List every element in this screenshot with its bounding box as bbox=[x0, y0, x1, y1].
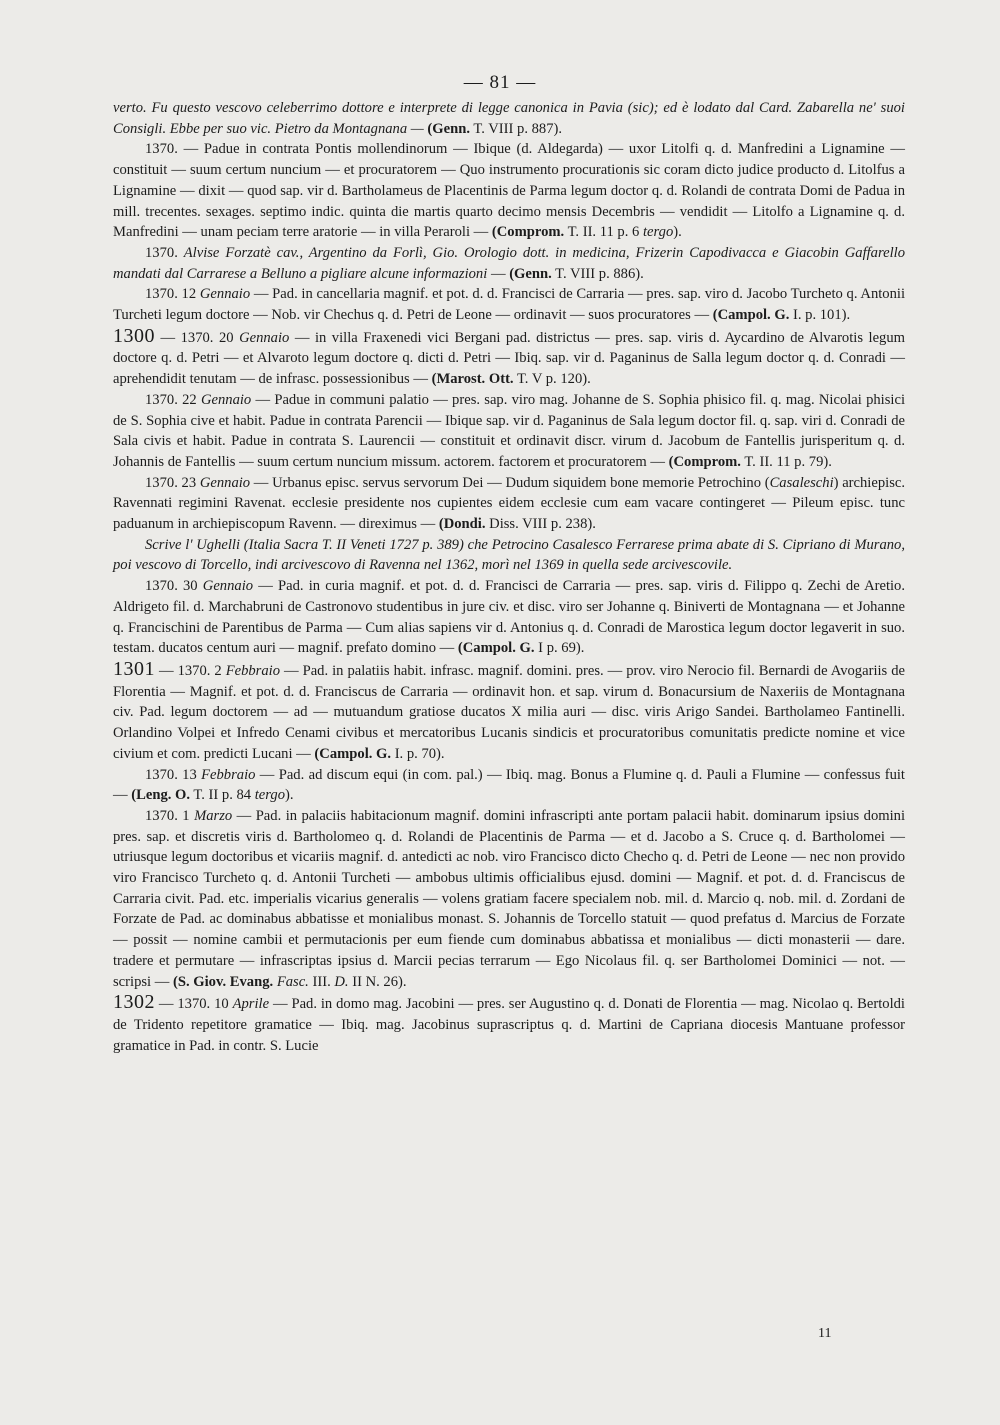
text-run: T. VIII p. 887). bbox=[470, 120, 563, 137]
italic-text: Gennaio bbox=[200, 391, 252, 408]
text-run: I. p. 101). bbox=[789, 307, 851, 324]
source-citation: (Campol. G. bbox=[314, 745, 392, 762]
sequence-number: 1301 bbox=[113, 657, 155, 680]
text-run: 1370. 22 bbox=[145, 391, 201, 408]
source-citation: (Dondi. bbox=[438, 516, 486, 533]
text-run: III. bbox=[308, 973, 335, 990]
italic-text: tergo bbox=[642, 224, 674, 241]
source-citation: (Campol. G. bbox=[457, 640, 535, 657]
italic-text: Febbraio bbox=[201, 766, 256, 783]
signature-mark: 11 bbox=[818, 1326, 832, 1341]
text-run: — bbox=[487, 265, 510, 282]
italic-text: Gennaio bbox=[199, 286, 251, 303]
source-citation: (Leng. O. bbox=[131, 787, 191, 804]
text-run: T. VIII p. 886). bbox=[551, 265, 644, 282]
paragraph bbox=[113, 284, 905, 325]
paragraph-numbered bbox=[113, 992, 905, 1056]
text-run: — 1370. 2 bbox=[155, 662, 226, 679]
italic-text: Gennaio bbox=[202, 578, 254, 595]
text-run: T. II p. 84 bbox=[190, 787, 255, 804]
source-citation: (Genn. bbox=[509, 265, 552, 282]
text-run: 1370. bbox=[145, 244, 184, 261]
text-run: II N. 26). bbox=[348, 973, 407, 990]
text-run: Diss. VIII p. 238). bbox=[485, 516, 596, 533]
paragraph bbox=[113, 139, 905, 243]
italic-text: Fasc. bbox=[276, 973, 309, 990]
source-citation: (Comprom. bbox=[491, 224, 565, 241]
text-run: — Pad. in palatiis habit. infrasc. magnif. domini. pres. — prov. viro Nerocio fil. Bernardi de Avogariis de Florentia — Magnif. et pot. d. d. Franciscus de Carraria — ordinavit hon. et sap. virum d. Bonacursium de Naxeriis de Montagnana civ. Pad. legum doctorem — ad — mutuandum gratiose ducatos X milia auri — disc. viris Arigo Sandei. Bartholameo Fantinelli. Orlandino Volpei et Infredo Cenami civibus et mercatoribus Lucanis sindicis et procuratoribus comunitatis predicte nomine et vice civium et com. predicti Lucani — bbox=[113, 662, 905, 762]
paragraph bbox=[113, 243, 905, 284]
italic-text: Alvise Forzatè cav., Argentino da Forlì, Gio. Orologio dott. in medicina, Frizerin Capodivacca e Giacobin Gaffarello mandati dal Carrarese a Belluno a pigliare alcune informazioni bbox=[113, 244, 905, 282]
text-run: — Pad. in palaciis habitacionum magnif. domini infrascripti ante portam palacii habit. dominarum ipsius domini pres. sap. et discretis viris d. Bartholomeo q. d. Rolandi de Placentinis de Parma — et d. Jacobo a S. Cruce q. d. Bartholomei — utriusque legum doctoribus et vicariis magnif. d. antedicti ac nob. viro Francisco dicto Checho q. d. Petri de Leone — nec non provido viro Francisco Turcheto q. d. Antonii Turcheti — ambobus ultimis officialibus ejusd. domini — Magnif. et pot. d. d. Franciscus de Carraria civit. Pad. etc. imperialis vicarius generalis — volens gratiam facere specialem nob. mil. d. Marcio q. nob. mil. d. Zordani de Forzate de Pad. ac dominabus abbatisse et monialibus monast. S. Johannis de Torcello statuit — quod prefatus d. Marcius de Forzate — possit — nomine cambii et permutacionis per eum fiende cum dominabus abbatissa et monialibus — dicti monasterii — dare. tradere et permutare — infrascriptas ipsius d. Marcii pecias terrarum — Ego Nicolaus fil. q. ser Bartholomei Dominici — not. — scripsi — bbox=[113, 807, 905, 990]
text-run: ). bbox=[673, 224, 682, 241]
italic-text: Scrive l' Ughelli (Italia Sacra T. II Veneti 1727 p. 389) che Petrocino Casalesco Ferrarese prima abate di S. Cipriano di Murano, poi vescovo di Torcello, indi arcivescovo di Ravenna nel 1362, morì nel 1369 in quella sede arcivescovile. bbox=[113, 536, 905, 574]
text-run: ) archiepisc. Ravennati regimini Ravenat. ecclesie presidente nos cupientes eidem ecclesie cum eam vacare contingeret — Pileum episc. tunc paduanum in archiepiscopum Ravenn. — direximus — bbox=[113, 474, 906, 533]
italic-text: Marzo bbox=[194, 807, 233, 824]
paragraph bbox=[113, 473, 905, 535]
text-run: — 1370. 20 bbox=[155, 329, 240, 346]
text-run: I. p. 70). bbox=[391, 745, 445, 762]
text-run: 1370. 12 bbox=[145, 286, 200, 303]
text-run: ). bbox=[285, 787, 294, 804]
text-run: — Urbanus episc. servus servorum Dei — Dudum siquidem bone memorie Petrochino ( bbox=[250, 474, 770, 491]
page-number: — 81 — bbox=[463, 72, 537, 93]
text-run: — Pad. ad discum equi (in com. pal.) — Ibiq. mag. Bonus a Flumine q. d. Pauli a Flumine — confessus fuit — bbox=[113, 766, 905, 804]
text-run: — in villa Fraxenedi vici Bergani pad. districtus — pres. sap. viris d. Aycardino de Alvarotis legum doctore q. d. Petri — et Alvaroto legum doctore q. dicti d. Petri — Ibiq. sap. vir d. Paganinus de Salla legum doctor q. d. Conradi — aprehendidit tenutam — de infrasc. possessionibus — bbox=[113, 329, 905, 388]
text-run: — Pad. in curia magnif. et pot. d. d. Francisci de Carraria — pres. sap. viris d. Filippo q. Zechi de Aretio. Aldrigeto fil. d. Marchabruni de Castronovo studentibus in jure civ. et disc. viro ser Johanne q. Biniverti de Montagnana — et Johanne q. Francischini de Parentibus de Parma — Cum alias sapiens vir d. Antonius q. d. Conradi de Marostica legum doctor legaverit in suo. testam. ducatos centum auri — magnif. prefato domino — bbox=[113, 578, 905, 657]
source-citation: (Campol. G. bbox=[712, 307, 790, 324]
text-run: 1370. 23 bbox=[145, 474, 200, 491]
text-run: T. V p. 120). bbox=[513, 371, 591, 388]
text-run: 1370. 30 bbox=[145, 578, 203, 595]
editor-note bbox=[113, 535, 905, 576]
paragraph bbox=[113, 98, 905, 139]
source-citation: (S. Giov. Evang. bbox=[173, 973, 274, 990]
text-run: 1370. — Padue in contrata Pontis mollendinorum — Ibique (d. Aldegarda) — uxor Litolfi q. d. Manfredini a Lignamine — constituit — suum certum nuncium — et procuratorem — Quo instrumento procurationis sic coram dicto judice producto d. Litolfus a Lignamine — dixit — quod sap. vir d. Bartholameus de Placentinis de Parma legum doctor q. d. Rolandi de contrata Domi de Padua in mill. trecentes. sexages. septimo indic. quinta die martis quarto decimo mensis Decembris — vendidit — Litolfo a Lignamine q. d. Manfredini — unam peciam terre aratorie — in villa Peraroli — bbox=[113, 141, 905, 241]
source-citation: (Marost. Ott. bbox=[431, 371, 514, 388]
sequence-number: 1300 bbox=[113, 324, 155, 347]
text-run: — Pad. in domo mag. Jacobini — pres. ser Augustino q. d. Donati de Florentia — mag. Nicolao q. Bertoldi de Tridento repetitore gramatice — Ibiq. mag. Jacobinus suprascriptus q. d. Martini de Capriana diocesis Mantuane professor gramatice in Pad. in contr. S. Lucie bbox=[113, 996, 905, 1054]
paragraph-numbered bbox=[113, 659, 905, 765]
text-run: 1370. 1 bbox=[145, 807, 195, 824]
sequence-number: 1302 bbox=[113, 991, 155, 1014]
italic-text: Aprile bbox=[232, 996, 270, 1013]
paragraph bbox=[113, 806, 905, 992]
paragraph bbox=[113, 576, 905, 659]
paragraph bbox=[113, 390, 905, 473]
text-run: 1370. 13 bbox=[145, 766, 202, 783]
text-run: — Pad. in cancellaria magnif. et pot. d. d. Francisci de Carraria — pres. sap. viro d. Jacobo Turcheto q. Antonii Turcheti legum doctore — Nob. vir Chechus q. d. Petri de Leone — ordinavit — suos procuratores — bbox=[113, 286, 905, 324]
italic-text: D. bbox=[334, 973, 349, 990]
italic-text: tergo bbox=[254, 787, 286, 804]
paragraph bbox=[113, 765, 905, 806]
text-run: T. II. 11 p. 79). bbox=[740, 453, 832, 470]
text-run: I p. 69). bbox=[534, 640, 585, 657]
italic-text: Febbraio bbox=[225, 662, 281, 679]
source-citation: (Comprom. bbox=[668, 453, 741, 470]
text-run: — Padue in communi palatio — pres. sap. viro mag. Johanne de S. Sophia phisico fil. q. mag. Nicolai phisici de S. Sophia cive et habit. Padue in contrata Parencii — Ibique sap. vir d. Paganinus de Sala legum doctor fil. q. sap. viri d. Conradi de Sala civis et habit. Padue in contrata S. Laurencii — constituit et ordinavit discr. virum d. Jacobum de Fantellis jurisperitum q. d. Johannis de Fantellis — suum certum nuncium missum. actorem. factorem et procuratorem — bbox=[113, 391, 905, 470]
text-run: — 1370. 10 bbox=[155, 996, 233, 1013]
text-run: T. II. 11 p. 6 bbox=[564, 224, 643, 241]
italic-text: Gennaio bbox=[239, 329, 290, 346]
italic-text: verto. Fu questo vescovo celeberrimo dottore e interprete di legge canonica in Pavia (sic); ed è lodato dal Card. Zabarella ne' suoi Consigli. Ebbe per suo vic. Pietro da Montagnana — bbox=[113, 100, 905, 137]
italic-text: Casaleschi bbox=[769, 474, 834, 491]
document-body bbox=[113, 98, 905, 1056]
paragraph-numbered bbox=[113, 326, 905, 390]
italic-text: Gennaio bbox=[199, 474, 251, 491]
source-citation: (Genn. bbox=[427, 120, 470, 137]
